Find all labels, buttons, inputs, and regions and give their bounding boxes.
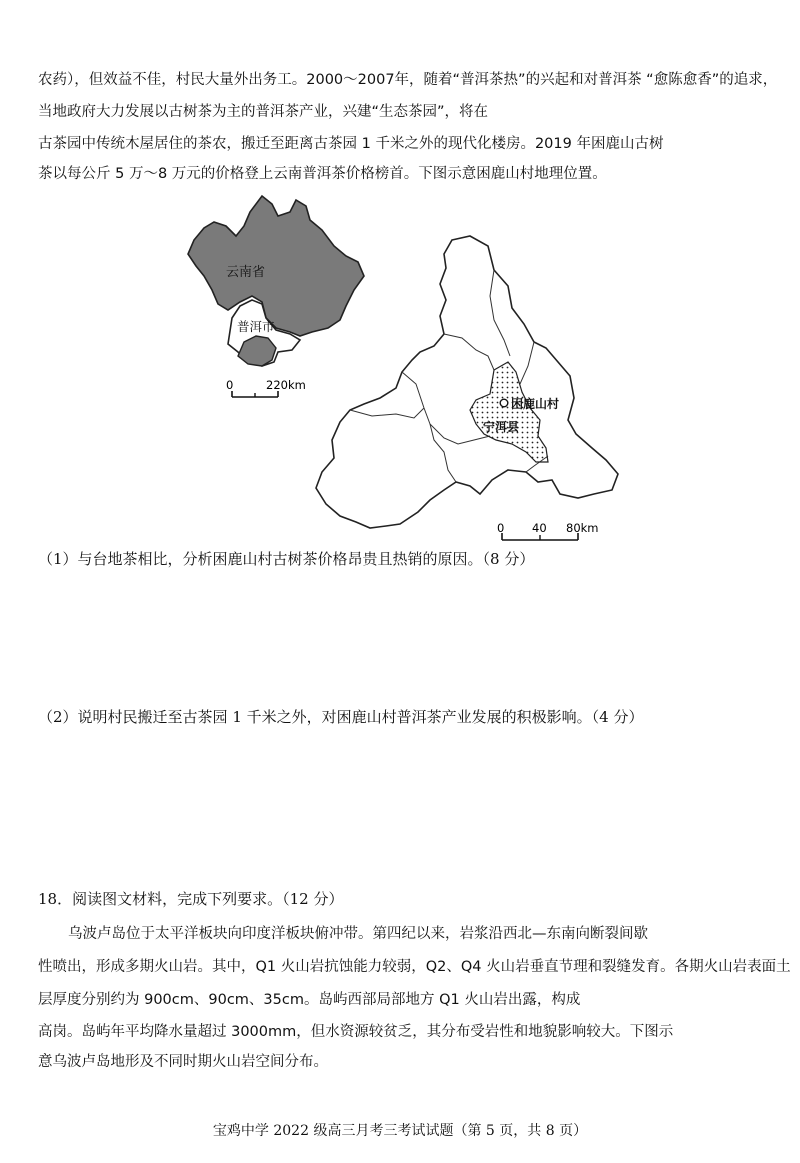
county-label: 宁洱县 bbox=[483, 420, 520, 434]
large-scale-bar bbox=[497, 521, 599, 540]
village-label: 困鹿山村 bbox=[511, 397, 560, 411]
large-scale-mid: 40 bbox=[532, 521, 547, 535]
city-label: 普洱市 bbox=[237, 319, 275, 334]
yunnan-inset-map bbox=[188, 196, 364, 397]
page-footer: 宝鸡中学 2022 级高三月考三考试试题（第 5 页，共 8 页） bbox=[212, 1123, 588, 1139]
small-scale-bar bbox=[226, 378, 306, 397]
question-18-header: 18．阅读图文材料，完成下列要求。（12 分） bbox=[38, 890, 344, 908]
puer-detail-map bbox=[316, 236, 618, 540]
q18-passage-line-4: 高岗。岛屿年平均降水量超过 3000mm，但水资源较贫乏，其分布受岩性和地貌影响较大。下图示 bbox=[38, 1024, 674, 1040]
small-scale-end: 220km bbox=[266, 378, 306, 392]
large-scale-end: 80km bbox=[566, 521, 599, 535]
question-17-2: （2）说明村民搬迁至古茶园 1 千米之外，对困鹿山村普洱茶产业发展的积极影响。（4 分） bbox=[38, 708, 644, 726]
passage-line-1: 农药），但效益不佳，村民大量外出务工。2000～2007年，随着“普洱茶热”的兴起和对普洱茶 “愈陈愈香”的追求， bbox=[38, 72, 778, 88]
large-scale-zero: 0 bbox=[497, 521, 505, 535]
yunnan-province-shape bbox=[188, 196, 364, 336]
q18-passage-line-1: 乌波卢岛位于太平洋板块向印度洋板块俯冲带。第四纪以来，岩浆沿西北—东南向断裂间歇 bbox=[68, 926, 648, 942]
passage-line-3: 古茶园中传统木屋居住的茶农，搬迁至距离古茶园 1 千米之外的现代化楼房。2019 年困鹿山古树 bbox=[38, 136, 664, 152]
q18-passage-line-3: 层厚度分别约为 900cm、90cm、35cm。岛屿西部局部地方 Q1 火山岩出露，构成 bbox=[38, 992, 581, 1008]
q18-passage-line-5: 意乌波卢岛地形及不同时期火山岩空间分布。 bbox=[38, 1054, 328, 1070]
passage-line-2: 当地政府大力发展以古树茶为主的普洱茶产业，兴建“生态茶园”，将在 bbox=[38, 104, 489, 120]
question-17-1: （1）与台地茶相比，分析困鹿山村古树茶价格昂贵且热销的原因。（8 分） bbox=[38, 550, 535, 568]
passage-line-4: 茶以每公斤 5 万～8 万元的价格登上云南普洱茶价格榜首。下图示意困鹿山村地理位置。 bbox=[38, 166, 607, 182]
village-marker bbox=[500, 399, 508, 407]
province-label: 云南省 bbox=[226, 265, 266, 280]
q18-passage-line-2: 性喷出，形成多期火山岩。其中，Q1 火山岩抗蚀能力较弱，Q2、Q4 火山岩垂直节理和裂缝发育。各期火山岩表面土 bbox=[38, 959, 791, 975]
small-scale-zero: 0 bbox=[226, 378, 234, 392]
location-map-figure bbox=[0, 0, 800, 545]
